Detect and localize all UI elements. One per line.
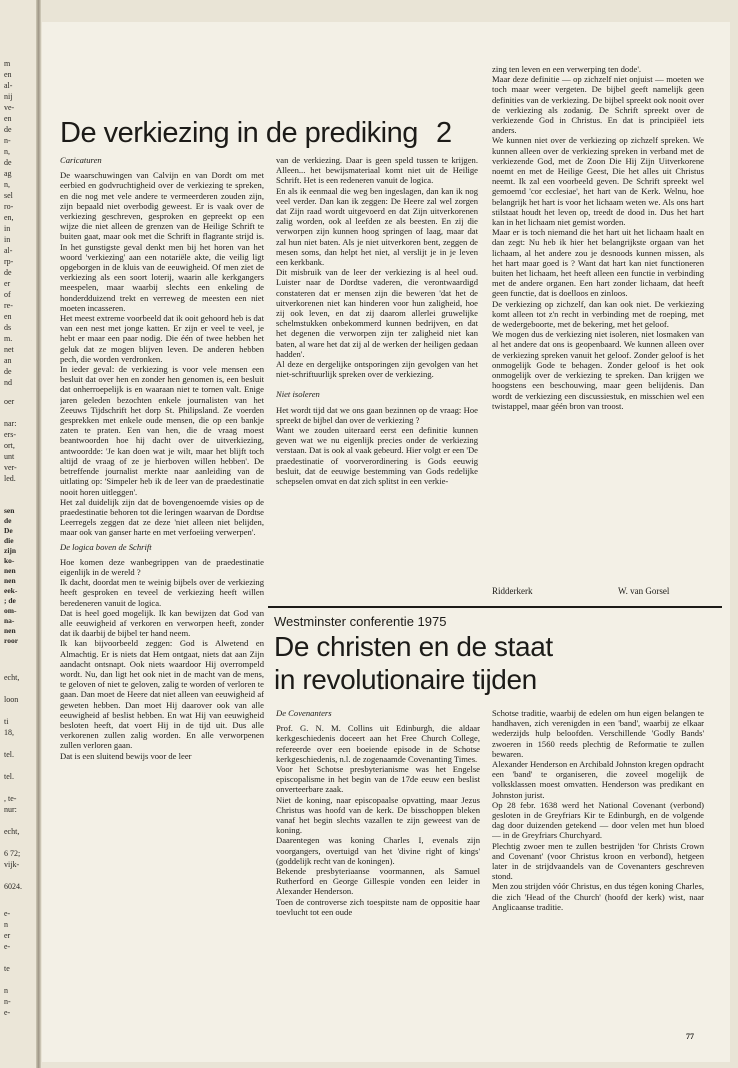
paragraph: Ik kan bijvoorbeeld zeggen: God is Alwetend en Almachtig. Er is niets dat Hem ontgaat, niets dat aan Zijn aandacht ontsnapt. Ook niets waardoor Hij overrompeld wordt. Nu, dan ligt het ook niet in de macht van de mens, te geloven of niet te geloven, zalig te worden of verloren te gaan. Dan moet de Heere dat niet alleen van eeuwigheid af geweten hebben. Dan moet Hij daarover ook van alle eeuwigheid af beslist hebben. En wat Hij van eeuwigheid besloten heeft, dat voert Hij in de tijd uit. Dus alle verkorenen zullen zalig worden. En alle verworpenen zullen verloren gaan.: [60, 638, 264, 751]
paragraph: In ieder geval: de verkiezing is voor vele mensen een besluit dat over hen en zonder hen genomen is, een besluit dat onherroepelijk is en waaraan niet te tornen valt. Enige jaren geleden bezochten enkele journalisten van het Zeeuws Tijdschrift het dorp St. Philipsland. Ze voerden gesprekken met enkele oude mensen, die op een bankje zaten te praten. Een van hen, die de vraag moest beantwoorden hoe hij dacht over de uitverkiezing, antwoordde: 'Je kan doen wat je wilt, maar het blijft toch altijd de vraag of ze je hierboven willen hebben'. De betreffende journalist merkte naar aanleiding van de uitlating op: 'Simpeler heb ik de leer van de praedestinatie nooit horen uitleggen'.: [60, 364, 264, 497]
paragraphs: [492, 64, 704, 411]
article-part-number: 2: [436, 117, 453, 149]
author-signature: W. van Gorsel: [618, 586, 670, 596]
paragraph: En als ik eenmaal die weg ben ingeslagen, dan kan ik nog veel verder. Dan kan ik zeggen: De Heere zal wel zorgen dat Zijn raad wordt uitgevoerd en dat Zijn uitverkorenen zalig worden, ook al leefden ze als beesten. En zij die verworpen zijn kunnen hoog springen of laag, maar dat zal hun niet baten. Als je niet uitverkoren bent, zeggen de mesen soms, dan helpt het niet, al verslijt je in je leven een kerkbank.: [276, 185, 478, 268]
paragraphs: [276, 155, 478, 379]
paragraph: Het meest extreme voorbeeld dat ik ooit gehoord heb is dat van een nest met jonge katten. Er zijn er veel te veel, je hebt er maar een paar nodig. Die één of twee hebben het geluk dat ze mogen blijven leven. De anderen hebben pech, die worden verdronken.: [60, 313, 264, 364]
margin-fragments-bold: sen de De die zijn ko- nen nen eek- ; de om- na- nen roor: [4, 506, 19, 645]
paragraph: Daarentegen was koning Charles I, evenals zijn voorgangers, overtuigd van het 'divine right of kings' (goddelijk recht van de koningen).: [276, 835, 480, 866]
paragraph: Dat is heel goed mogelijk. Ik kan bewijzen dat God van alle eeuwigheid af verkoren en verworpen heeft, zonder dat ik daarbij de bijbel ter hand neem.: [60, 607, 264, 639]
paragraph: Het zal duidelijk zijn dat de bovengenoemde visies op de praedestinatie behoren tot die leringen waarvan de Dordtse Leerregels zeggen dat ze deze 'niet alleen niet belijden, maar ook van ganser harte en met verfoeiing verwerpen'.: [60, 496, 264, 538]
paragraphs: [60, 170, 264, 537]
paragraph: Voor het Schotse presbyterianisme was het Engelse episcopalisme in het begin van de 17de eeuw een beslist onverteerbare zaak.: [276, 764, 480, 795]
paragraph: Hoe komen deze wanbegrippen van de praedestinatie eigenlijk in de wereld ?: [60, 556, 264, 577]
subheading-logica: De logica boven de Schrift: [60, 541, 152, 552]
paragraph: Schotse traditie, waarbij de edelen om hun eigen belangen te handhaven, zich verenigden in een 'band', waarbij ze elkaar wederzijds hulp beloofden. Verschillende 'Godly Bands' zwoeren in 1560 reeds plechtig de Reformatie te zullen bewaren.: [492, 708, 704, 759]
paragraphs: [276, 723, 480, 917]
subheading-covenanters: De Covenanters: [276, 708, 332, 718]
paragraph: Want we zouden uiteraard eerst een definitie kunnen geven wat we nu eigenlijk precies onder de verkiezing verstaan. Dat is ook al vaak gebeurd. Hier volgt er een 'De praedestinatie of voorverordinering is Gods eeuwig besluit, dat de eeuwige bestemming van Gods redelijke schepselen omvat en dat zich splitst in een verkie-: [276, 425, 478, 487]
paragraph: zing ten leven en een verwerping ten dode'.: [492, 64, 642, 74]
article1-column-2: [276, 155, 478, 601]
paragraph: De waarschuwingen van Calvijn en van Dordt om met eerbied en godvruchtigheid over de verkiezing te spreken, en die nog met vele andere te vermeerderen zouden zijn, zijn bepaald niet overbodig geweest. Er is vaak over de verkiezing geschreven, gesproken en gepreekt op een wijze die niet alleen de grenzen van de Heilige Schrift te buiten gaat, maar ook met die Schrift in flagrante strijd is. In het gunstigste geval denkt men bij het horen van het woord 'verkiezing' aan een notariële akte, die veilig ligt opgeborgen in de kluis van de eeuwigheid. Of men ziet de verkiezing als een soort loterij, waarin alle kerkgangers meespelen, maar waarbij slechts een enkeling de honderdduizend trekt en verreweg de meesten een niet moeten incasseren.: [60, 170, 264, 313]
margin-fragments-top: m en al- nij ve- en de n- n, de ag n, sel ro- en, in in al- rp- de er of re- en ds m. net an de nd: [4, 59, 15, 387]
paragraph: Op 28 febr. 1638 werd het National Covenant (verbond) gesloten in de Greyfriars Kir te Edinburgh, en de volgende dag door duizenden getekend — door velen met hun bloed — in de Greyfriars Churchyard.: [492, 799, 704, 841]
margin-fragments-low: echt, loon ti 18, tel. tel. , te- nur: echt, 6 72; vijk- 6024.: [4, 673, 22, 891]
margin-fragments-mid: oer nar: ers- ort, unt ver- led.: [4, 397, 17, 483]
article2-column-2: [492, 708, 704, 1026]
dateline-place: Ridderkerk: [492, 586, 533, 596]
article1-column-3: [492, 64, 704, 582]
paragraph: van de verkiezing. Daar is geen speld tussen te krijgen. Alleen... het bewijsmateriaal komt niet uit de Heilige Schrift. Het is een redeneren vanuit de logica.: [276, 155, 478, 186]
paragraph: De verkiezing op zichzelf, dan kan ook niet. De verkiezing komt alleen tot z'n recht in verbinding met de roeping, met de wedergeboorte, met de bekering, met het geloof.: [492, 298, 704, 330]
paragraph: Plechtig zwoer men te zullen bestrijden 'for Christs Crown and Covenant' (voor Christus kroon en verbond), hetgeen later in de strijdvaandels van de Covenanters geschreven stond.: [492, 840, 704, 882]
article2-kicker: Westminster conferentie 1975: [274, 614, 447, 629]
article2-column-1: [276, 708, 480, 1026]
paragraph: Alexander Henderson en Archibald Johnston kregen opdracht een 'band' te organiseren, die zoveel mogelijk de volksklassen moest omvatten. Henderson was predikant en Johnston jurist.: [492, 759, 704, 800]
paragraph: Dit misbruik van de leer der verkiezing is al heel oud. Luister naar de Dordtse vaderen, die verontwaardigd constateren dat er mensen zijn die beweren 'dat het de uitverkorenen niet kan hinderen voor hun zaligheid, hoe zij ook leven, en dat zij daarom allerlei gruwelijke schelmstukken onbekommerd kunnen bedrijven, en dat het degenen die verworpen zijn ter zaligheid niet kan baten, al ware het dat zij al de werken der heiligen gedaan hadden'.: [276, 267, 478, 359]
paragraph: We kunnen niet over de verkiezing op zichzelf spreken. We kunnen alleen over de verkiezing spreken in verband met de verkiezende God, met de Zoon Die Hij Zijn Uitverkorene noemt en met de Heilige Geest, Die het alles uit Christus neemt. Ik zal een voorbeeld geven. De Schrift spreekt wel gemoemd 'cor ecclesiae', het hart van de Kerk. Welnu, hoe belangrijk het hart is voor het lichaam weten we. Als ons hart stilstaat houdt het leven op, treedt de dood in. Dus het hart kan in het lichaam niet gemist worden.: [492, 135, 704, 228]
paragraphs: [60, 557, 264, 761]
paragraph: Bekende presbyteriaanse voormannen, als Samuel Rutherford en George Gillespie vonden een leider in Alexander Henderson.: [276, 866, 480, 897]
paragraph: Het wordt tijd dat we ons gaan bezinnen op de vraag: Hoe spreekt de bijbel dan over de verkiezing ?: [276, 404, 478, 425]
page-number: 77: [686, 1032, 694, 1041]
section-divider: [268, 606, 722, 608]
article2-title-line1: De christen en de staat: [274, 631, 553, 662]
paragraph: Men zou strijden vóór Christus, en dus tégen koning Charles, die zich 'Head of the Church' (hoofd der kerk) wist, naar Anglicaanse traditie.: [492, 881, 704, 912]
paragraph: Al deze en dergelijke ontsporingen zijn gevolgen van het niet-schriftuurlijk spreken over de verkiezing.: [276, 359, 478, 380]
paragraph: Niet de koning, naar episcopaalse opvatting, maar Jezus Christus was hoofd van de kerk. De bisschoppen bleken vanaf het begin slechts vazallen te zijn geweest van de koning.: [276, 794, 480, 836]
article1-column-1: [60, 155, 264, 1020]
paragraphs: [492, 708, 704, 912]
paragraphs: [276, 405, 478, 487]
paragraph: Dat is een sluitend bewijs voor de leer: [60, 750, 192, 761]
article-title: De verkiezing in de prediking: [60, 117, 418, 149]
margin-fragments-bottom: e- n er e- te n n- e-: [4, 909, 11, 1017]
adjacent-page-margin: [0, 0, 41, 1068]
article2-title-line2: in revolutionaire tijden: [274, 664, 537, 695]
paragraph: Maar deze definitie — op zichzelf niet onjuist — moeten we toch maar weer vergeten. De bijbel geeft namelijk geen definities van de verkiezing. De bijbel spreekt ook nooit over de verkiezing als zodanig. De Schrift spreekt over de verkiezende God in Christus. En dat is principiëel iets anders.: [492, 74, 704, 136]
subheading-caricaturen: Caricaturen: [60, 155, 102, 165]
paragraph: Prof. G. N. M. Collins uit Edinburgh, die aldaar kerkgeschiedenis doceert aan het Free Church College, refereerde over een boeiende episode in de Schotse kerkgeschiedenis, n.l. de zogenaamde Covenanting Times.: [276, 723, 480, 764]
article2-title: [274, 630, 553, 696]
paragraph: Ik dacht, doordat men te weinig bijbels over de verkiezing heeft gesproken en teveel de verkiezing heeft willen beredeneren vanuit de logica.: [60, 577, 264, 608]
book-gutter: [36, 0, 41, 1068]
paragraph: We mogen dus de verkiezing niet isoleren, niet losmaken van al het andere dat ons is geopenbaard. We kunnen alleen over de verkiezing spreken vanuit het geloof. Zonder geloof is het onmogelijk Gode te behagen. Zonder geloof is het ook onmogelijk over de verkiezing te spreken. Dan krijgen we hoogstens een beschouwing, maar geen belijdenis. Dan wordt de verkiezing een discussiestuk, en misschien wel een twistappel, maar géén bron van troost.: [492, 329, 704, 411]
paragraph: Maar er is toch niemand die het hart uit het lichaam haalt en dan zegt: Nu heb ik hier het belangrijkste orgaan van het lichaam, al het andere zou je desnoods kunnen missen, als het hart maar goed is ? Want dat hart kan niet functioneren buiten het lichaam, het heeft alleen een functie in verbinding met de andere organen. Een hart zonder lichaam, dat heeft geen functie, dat is doelloos en zinloos.: [492, 227, 704, 299]
paragraph: Toen de controverse zich toespitste nam de oppositie haar toevlucht tot een oude: [276, 896, 480, 917]
subheading-niet-isoleren: Niet isoleren: [276, 389, 320, 400]
